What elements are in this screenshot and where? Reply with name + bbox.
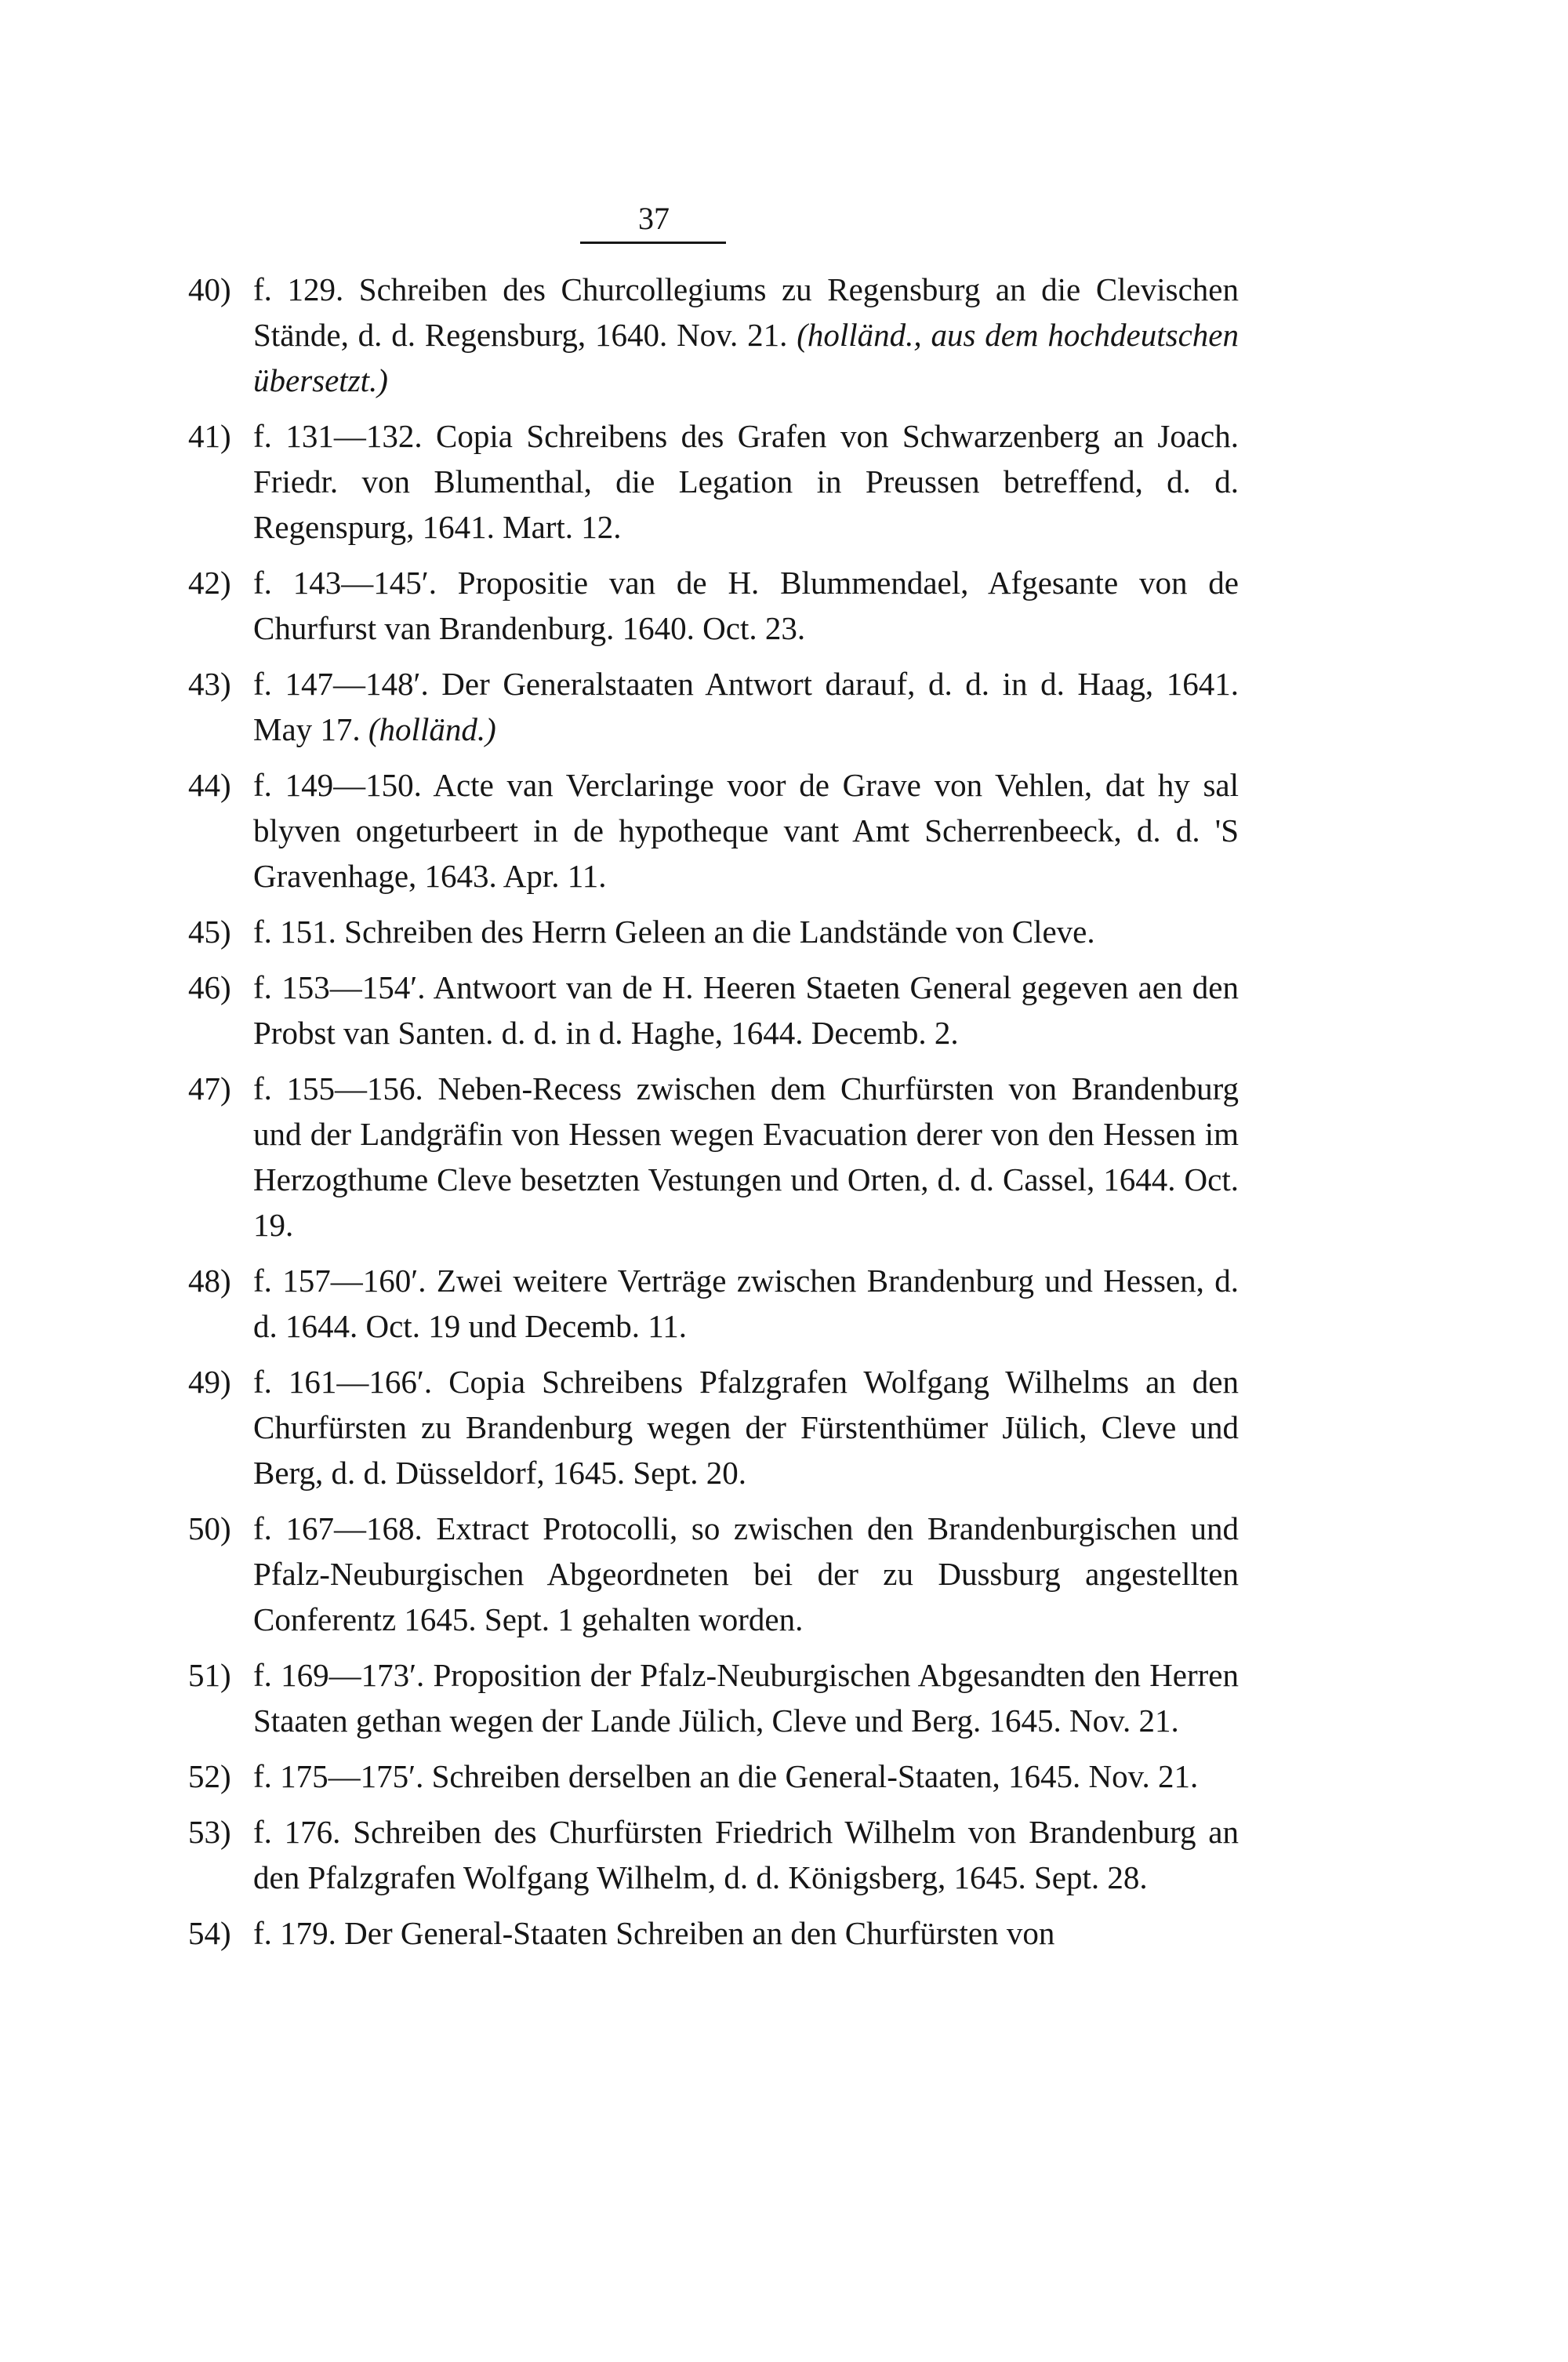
entry-text: Copia Schreibens des Grafen von Schwarzenberg an Joach. Friedr. von Blumenthal, die Legation in Preussen betreffend, d. d. Regenspurg, 1641. Mart. 12.: [253, 418, 1240, 545]
entry-folio: f. 147—148′.: [253, 666, 429, 702]
document-entry: [188, 1910, 1239, 1956]
document-entry: [188, 1506, 1239, 1642]
entry-text: Schreiben des Churcollegiums zu Regensburg an die Clevischen Stände, d. d. Regensburg, 1640. Nov. 21.: [253, 271, 1239, 353]
document-entry: [188, 1753, 1239, 1799]
document-entry: [188, 267, 1239, 403]
entry-number: 44): [188, 767, 231, 803]
entry-number: 50): [188, 1510, 231, 1546]
entry-folio: f. 129.: [253, 271, 344, 307]
entry-text: Neben-Recess zwischen dem Churfürsten von Brandenburg und der Landgräfin von Hessen wegen Evacuation derer von den Hessen im Herzogthume Cleve besetzten Vestungen und Orten, d. d. Cassel, 1644. Oct. 19.: [253, 1070, 1240, 1243]
entry-number: 41): [188, 418, 231, 454]
entry-text: Zwei weitere Verträge zwischen Brandenburg und Hessen, d. d. 1644. Oct. 19 und Decemb. 11.: [253, 1263, 1239, 1344]
entry-number: 48): [188, 1263, 231, 1299]
document-entry: [188, 1809, 1239, 1900]
entry-text: Der General-Staaten Schreiben an den Churfürsten von: [344, 1915, 1055, 1951]
entry-folio: f. 149—150.: [253, 767, 422, 803]
entry-number: 53): [188, 1814, 231, 1850]
entry-folio: f. 161—166′.: [253, 1364, 433, 1400]
document-entry: [188, 1258, 1239, 1349]
entry-text: Acte van Verclaringe voor de Grave von Vehlen, dat hy sal blyven ongeturbeert in de hypotheque vant Amt Scherrenbeeck, d. d. 'S Gravenhage, 1643. Apr. 11.: [253, 767, 1239, 894]
entry-number: 52): [188, 1758, 231, 1794]
document-entry: [188, 560, 1239, 651]
entry-number: 47): [188, 1070, 231, 1107]
entry-text: Schreiben derselben an die General-Staaten, 1645. Nov. 21.: [431, 1758, 1199, 1794]
document-entry: [188, 909, 1239, 954]
document-entry: [188, 762, 1239, 899]
entry-folio: f. 157—160′.: [253, 1263, 426, 1299]
entry-text: Proposition der Pfalz-Neuburgischen Abgesandten den Herren Staaten gethan wegen der Lande Jülich, Cleve und Berg. 1645. Nov. 21.: [253, 1657, 1240, 1739]
entry-number: 43): [188, 666, 231, 702]
document-entry: [188, 1066, 1239, 1248]
entry-text: Der Generalstaaten Antwort darauf, d. d. in d. Haag, 1641. May 17.: [253, 666, 1239, 747]
page-number-rule: [580, 242, 726, 244]
entry-folio: f. 143—145′.: [253, 565, 437, 601]
entry-text: Schreiben des Churfürsten Friedrich Wilhelm von Brandenburg an den Pfalzgrafen Wolfgang Wilhelm, d. d. Königsberg, 1645. Sept. 28.: [253, 1814, 1239, 1895]
entry-number: 49): [188, 1364, 231, 1400]
entry-text: Propositie van de H. Blummendael, Afgesante von de Churfurst van Brandenburg. 1640. Oct. 23.: [253, 565, 1239, 646]
document-entry: [188, 1652, 1239, 1743]
entry-folio: f. 155—156.: [253, 1070, 423, 1107]
entry-number: 51): [188, 1657, 231, 1693]
document-entry: [188, 661, 1239, 752]
document-entry: [188, 965, 1239, 1056]
entry-number: 54): [188, 1915, 231, 1951]
entry-text: Antwoort van de H. Heeren Staeten General gegeven aen den Probst van Santen. d. d. in d. Haghe, 1644. Decemb. 2.: [253, 969, 1240, 1051]
document-entries: [188, 267, 1239, 1966]
entry-folio: f. 153—154′.: [253, 969, 426, 1005]
entry-folio: f. 176.: [253, 1814, 341, 1850]
entry-text: Copia Schreibens Pfalzgrafen Wolfgang Wilhelms an den Churfürsten zu Brandenburg wegen der Fürstenthümer Jülich, Cleve und Berg, d. d. Düsseldorf, 1645. Sept. 20.: [253, 1364, 1239, 1491]
entry-folio: f. 169—173′.: [253, 1657, 425, 1693]
entry-folio: f. 131—132.: [253, 418, 423, 454]
entry-note: (holländ., aus dem hochdeutschen übersetzt.): [253, 317, 1239, 398]
entry-text: Schreiben des Herrn Geleen an die Landstände von Cleve.: [344, 914, 1095, 950]
document-entry: [188, 413, 1239, 550]
entry-folio: f. 151.: [253, 914, 336, 950]
entry-number: 46): [188, 969, 231, 1005]
entry-note: (holländ.): [368, 711, 496, 747]
document-entry: [188, 1359, 1239, 1495]
entry-folio: f. 175—175′.: [253, 1758, 424, 1794]
entry-number: 42): [188, 565, 231, 601]
entry-folio: f. 167—168.: [253, 1510, 423, 1546]
entry-number: 40): [188, 271, 231, 307]
entry-folio: f. 179.: [253, 1915, 336, 1951]
page-number: 37: [638, 201, 670, 236]
entry-text: Extract Protocolli, so zwischen den Brandenburgischen und Pfalz-Neuburgischen Abgeordneten bei der zu Dussburg angestellten Conferentz 1645. Sept. 1 gehalten worden.: [253, 1510, 1239, 1637]
entry-number: 45): [188, 914, 231, 950]
